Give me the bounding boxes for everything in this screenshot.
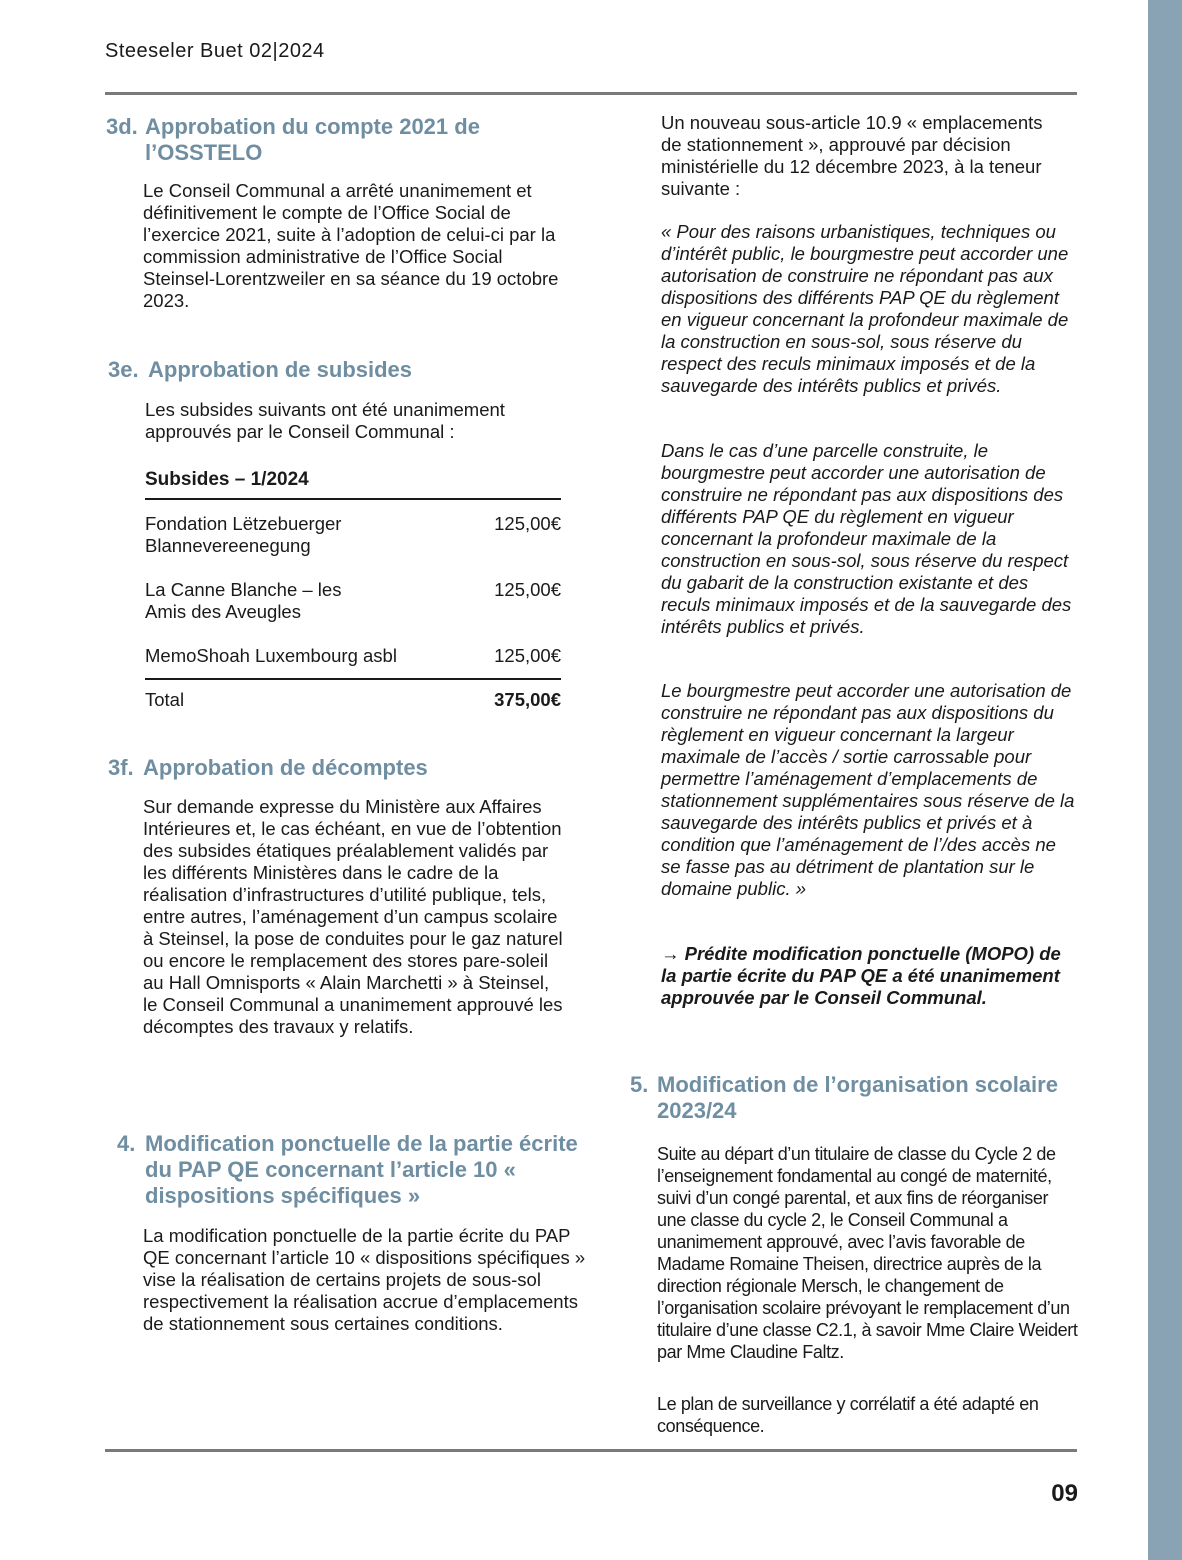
table-total-row: [145, 689, 561, 711]
bottom-divider: [105, 1449, 1077, 1452]
heading-3d-number: 3d.: [106, 114, 138, 139]
heading-4-title: Modification ponctuelle de la partie écrite du PAP QE concernant l’article 10 « dispositions spécifiques »: [145, 1131, 578, 1208]
heading-3f-number: 3f.: [108, 755, 134, 780]
quote-paragraph-2: Dans le cas d’une parcelle construite, le bourgmestre peut accorder une autorisation de construire ne répondant pas aux dispositions des différents PAP QE du règlement en vigueur concernant la profondeur maximale de la construction en sous-sol, sous réserve du respect du gabarit de la construction existante et des reculs minimaux imposés et de la sauvegarde des intérêts publics et privés.: [661, 440, 1072, 637]
quote-paragraph-3: Le bourgmestre peut accorder une autorisation de construire ne répondant pas aux dispositions du règlement en vigueur concernant la largeur maximale de l’accès / sortie carrossable pour permettre l’aménagement d’emplacements de stationnement supplémentaires sous réserve de la sauvegarde des intérêts publics et privés et à condition que l’aménagement de l’/des accès ne se fasse pas au détriment de plantation sur le domaine public. »: [661, 680, 1075, 899]
paragraph-5: Suite au départ d’un titulaire de classe du Cycle 2 de l’enseignement fondamental au congé de maternité, suivi d’un congé parental, et aux fins de réorganiser une classe du cycle 2, le Conseil Communal a unanimement approuvé, avec l’avis favorable de Madame Romaine Theisen, directrice auprès de la direction régionale Mersch, le changement de l’organisation scolaire prévoyant le remplacement d’un titulaire d’une classe C2.1, à savoir Mme Claire Weidert par Mme Claudine Faltz.: [657, 1144, 1078, 1362]
heading-4-number: 4.: [117, 1131, 136, 1156]
paragraph-3e: Les subsides suivants ont été unanimement approuvés par le Conseil Communal :: [145, 399, 505, 442]
total-amount: 375,00€: [494, 689, 561, 710]
subsidies-table: [145, 466, 561, 711]
heading-5-number: 5.: [630, 1072, 649, 1097]
heading-3e-title: Approbation de subsides: [148, 357, 413, 382]
paragraph-3d: Le Conseil Communal a arrêté unanimement et définitivement le compte de l’Office Social de l’exercice 2021, suite à l’adoption de celui-ci par la commission administrative de l’Office Social Steinsel-Lorentzweiler en sa séance du 19 octobre 2023.: [143, 180, 559, 311]
subsidy-name: La Canne Blanche – les Amis des Aveugles: [145, 579, 342, 622]
heading-5-title: Modification de l’organisation scolaire 2023/24: [657, 1072, 1058, 1123]
paragraph-3f: Sur demande expresse du Ministère aux Affaires Intérieures et, le cas échéant, en vue de l’obtention des subsides étatiques préalablement validés par les différents Ministères dans le cadre de la réalisation d’infrastructures d’utilité publique, tels, entre autres, l’aménagement d’un campus scolaire à Steinsel, la pose de conduites pour le gaz naturel ou encore le remplacement des stores pare-soleil au Hall Omnisports « Alain Marchetti » à Steinsel, le Conseil Communal a unanimement approuvé les décomptes des travaux y relatifs.: [143, 796, 563, 1037]
table-row: [145, 513, 561, 557]
subsidies-table-title: Subsides – 1/2024: [145, 466, 561, 500]
subsidy-name: Fondation Lëtzebuerger Blannevereenegung: [145, 513, 342, 556]
side-color-band: [1148, 0, 1182, 1560]
subsidy-amount: 125,00€: [494, 579, 561, 600]
heading-4: [117, 1131, 587, 1209]
quote-paragraph-1: « Pour des raisons urbanistiques, techniques ou d’intérêt public, le bourgmestre peut accorder une autorisation de construire ne répondant pas aux dispositions des différents PAP QE du règlement en vigueur concernant la profondeur maximale de la construction en sous-sol, sous réserve du respect des reculs minimaux imposés et de la sauvegarde des intérêts publics et privés.: [661, 221, 1069, 396]
heading-3e: [108, 357, 528, 383]
heading-3f: [108, 755, 528, 781]
table-row: [145, 645, 561, 680]
paragraph-new-article: Un nouveau sous-article 10.9 « emplacements de stationnement », approuvé par décision ministérielle du 12 décembre 2023, à la teneur suivante :: [661, 112, 1043, 199]
subsidy-amount: 125,00€: [494, 513, 561, 534]
total-label: Total: [145, 689, 185, 710]
magazine-title: Steeseler Buet 02|2024: [105, 40, 325, 62]
heading-3e-number: 3e.: [108, 357, 139, 382]
table-row: [145, 579, 561, 623]
subsidy-name: MemoShoah Luxembourg asbl: [145, 645, 397, 666]
top-divider: [105, 92, 1077, 95]
conclusion-paragraph: → Prédite modification ponctuelle (MOPO) de la partie écrite du PAP QE a été unanimement approuvée par le Conseil Communal.: [661, 943, 1061, 1008]
page-number: 09: [1051, 1480, 1078, 1507]
heading-3f-title: Approbation de décomptes: [143, 755, 428, 780]
heading-5: [630, 1072, 1080, 1124]
heading-3d: [106, 114, 526, 166]
heading-3d-title: Approbation du compte 2021 de l’OSSTELO: [145, 114, 480, 165]
paragraph-5-conclusion: Le plan de surveillance y corrélatif a été adapté en conséquence.: [657, 1394, 1039, 1436]
paragraph-4: La modification ponctuelle de la partie écrite du PAP QE concernant l’article 10 « dispositions spécifiques » vise la réalisation de certains projets de sous-sol respectivement la réalisation accrue d’emplacements de stationnement sous certaines conditions.: [143, 1225, 586, 1334]
subsidy-amount: 125,00€: [494, 645, 561, 666]
